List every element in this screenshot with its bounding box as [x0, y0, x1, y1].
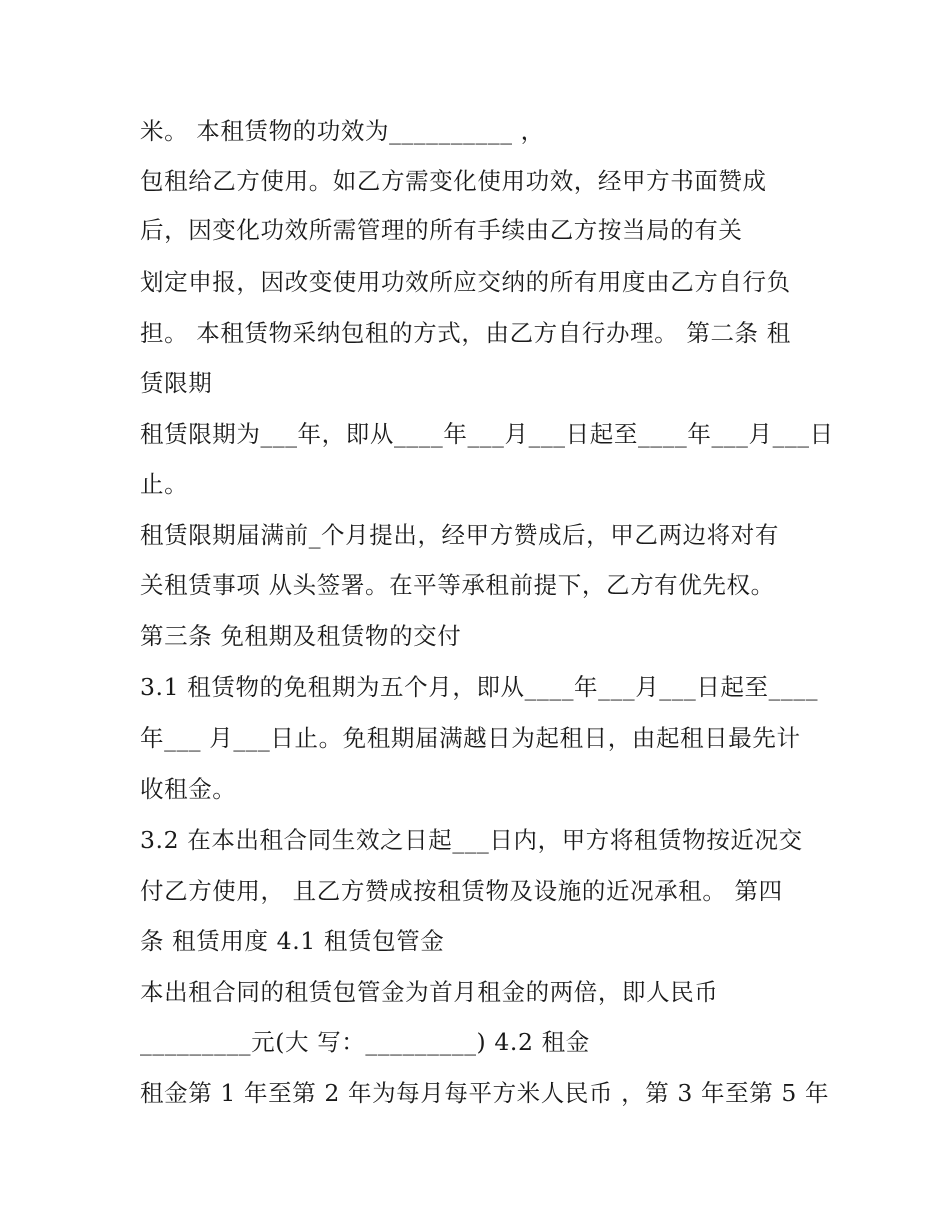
text-line-9: 租赁限期届满前_个月提出，经甲方赞成后，甲乙两边将对有	[140, 521, 779, 549]
text-line-14: 收租金。	[140, 775, 237, 803]
text-line-2: 包租给乙方使用。如乙方需变化使用功效，经甲方书面赞成	[140, 167, 767, 195]
text-line-1: 米。 本租赁物的功效为__________ ，	[140, 117, 545, 145]
text-line-7: 租赁限期为___年，即从____年___月___日起至____年___月___日	[140, 420, 834, 448]
text-line-17: 条 租赁用度 4.1 租赁包管金	[140, 927, 445, 955]
text-line-20: 租金第 1 年至第 2 年为每月每平方米人民币 ，第 3 年至第 5 年	[140, 1079, 830, 1107]
text-line-3: 后，因变化功效所需管理的所有手续由乙方按当局的有关	[140, 216, 743, 244]
text-line-10: 关租赁事项 从头签署。在平等承租前提下，乙方有优先权。	[140, 571, 775, 599]
text-line-6: 赁限期	[140, 369, 213, 397]
text-line-11: 第三条 免租期及租赁物的交付	[140, 622, 462, 650]
text-line-4: 划定申报，因改变使用功效所应交纳的所有用度由乙方自行负	[140, 268, 791, 296]
text-line-18: 本出租合同的租赁包管金为首月租金的两倍，即人民币	[140, 978, 719, 1006]
text-line-13: 年___ 月___日止。免租期届满越日为起租日，由起租日最先计	[140, 724, 801, 752]
text-line-8: 止。	[140, 470, 189, 498]
text-line-12: 3.1 租赁物的免租期为五个月，即从____年___月___日起至____	[140, 673, 819, 701]
text-line-16: 付乙方使用， 且乙方赞成按租赁物及设施的近况承租。 第四	[140, 877, 783, 905]
text-line-19: _________元(大 写：_________) 4.2 租金	[140, 1028, 590, 1056]
text-line-15: 3.2 在本出租合同生效之日起___日内，甲方将租赁物按近况交	[140, 826, 803, 854]
text-line-5: 担。 本租赁物采纳包租的方式，由乙方自行办理。 第二条 租	[140, 319, 791, 347]
